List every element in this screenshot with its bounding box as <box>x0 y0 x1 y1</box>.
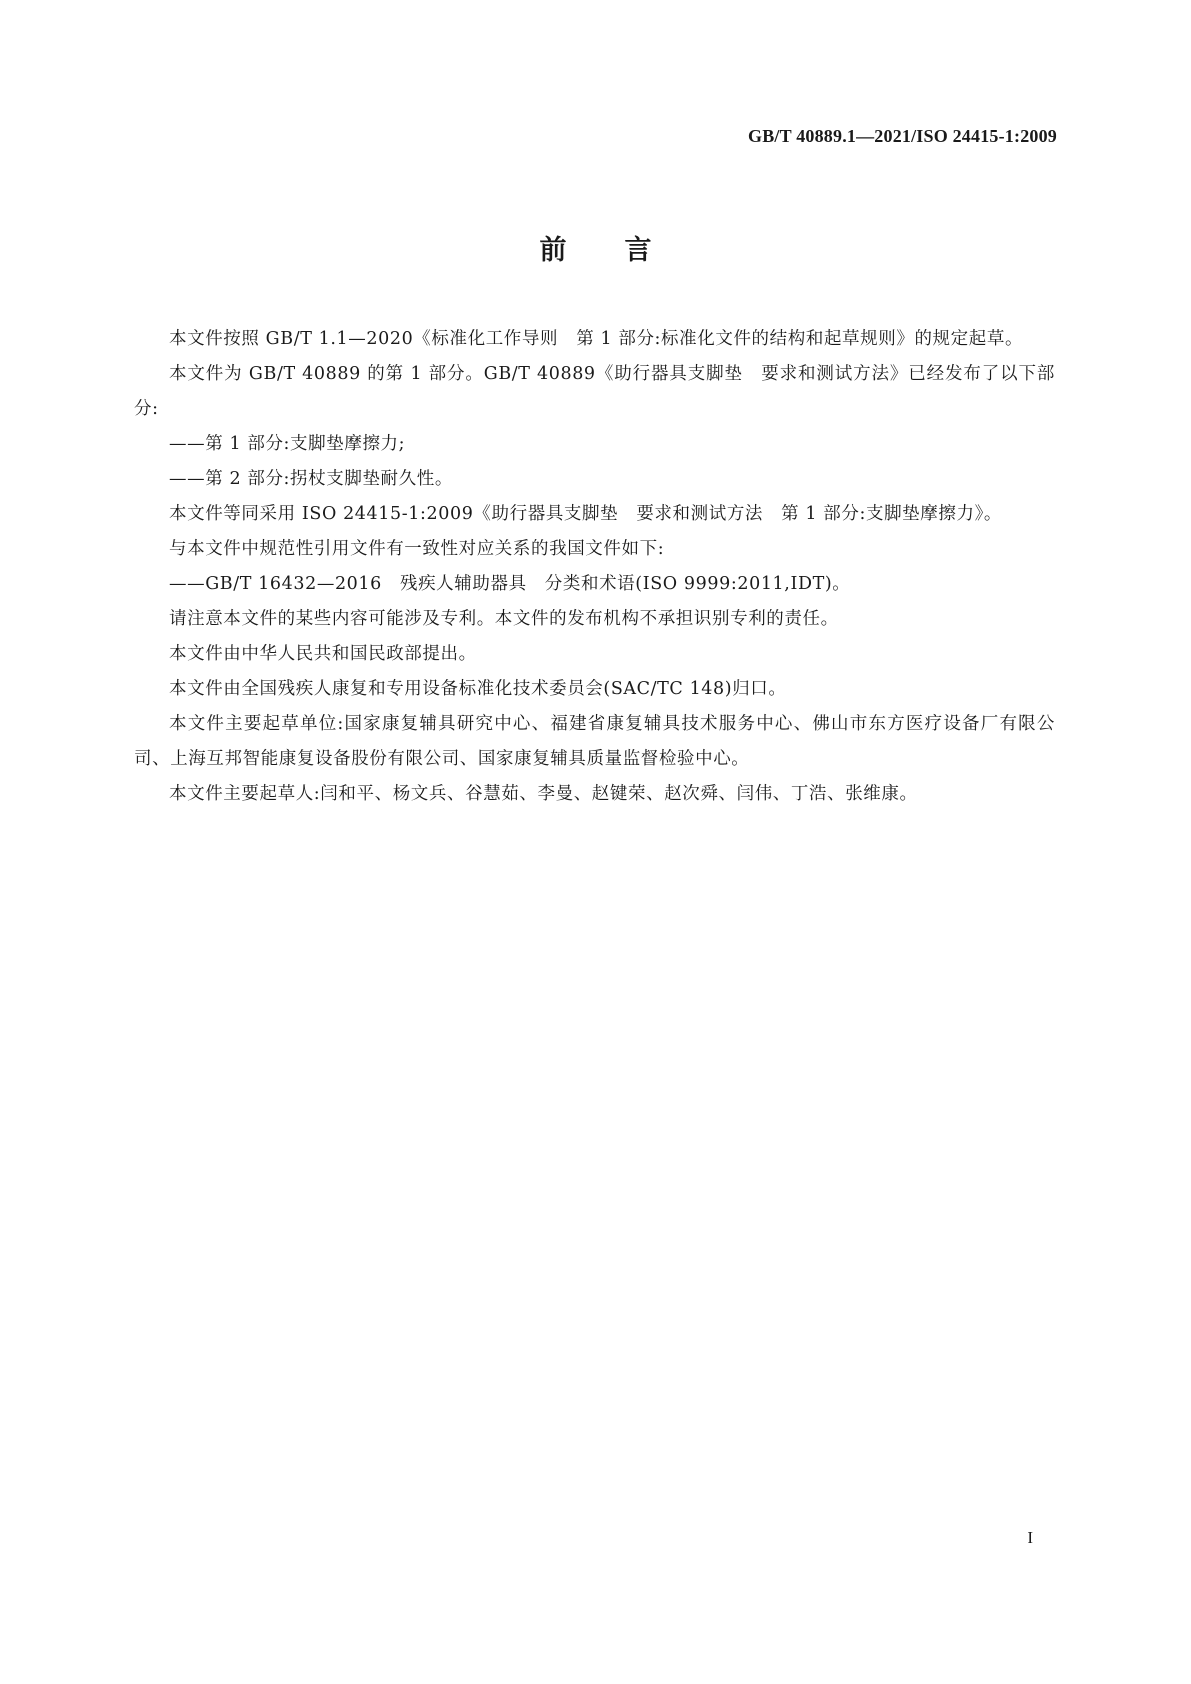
paragraph-drafters: 本文件主要起草人:闫和平、杨文兵、谷慧茹、李曼、赵键荣、赵次舜、闫伟、丁浩、张维康。 <box>169 784 918 804</box>
paragraph-drafting-rules: 本文件按照 GB/T 1.1—2020《标准化工作导则 第 1 部分:标准化文件的结构和起草规则》的规定起草。 <box>169 329 1024 349</box>
document-body <box>134 322 1055 812</box>
paragraph-patent-notice: 请注意本文件的某些内容可能涉及专利。本文件的发布机构不承担识别专利的责任。 <box>169 609 839 629</box>
paragraph-committee: 本文件由全国残疾人康复和专用设备标准化技术委员会(SAC/TC 148)归口。 <box>169 679 787 699</box>
page-title: 前言 <box>539 235 710 266</box>
page-number: I <box>1027 1528 1033 1547</box>
paragraph-references-intro: 与本文件中规范性引用文件有一致性对应关系的我国文件如下: <box>169 539 665 559</box>
paragraph-iso-adoption: 本文件等同采用 ISO 24415-1:2009《助行器具支脚垫 要求和测试方法 第 1 部分:支脚垫摩擦力》。 <box>169 504 1003 524</box>
list-item-part-1: ——第 1 部分:支脚垫摩擦力; <box>169 434 406 454</box>
paragraph-proposer: 本文件由中华人民共和国民政部提出。 <box>169 644 477 664</box>
paragraph-drafting-units: 本文件主要起草单位:国家康复辅具研究中心、福建省康复辅具技术服务中心、佛山市东方医疗设备厂有限公司、上海互邦智能康复设备股份有限公司、国家康复辅具质量监督检验中心。 <box>134 714 1055 769</box>
list-item-reference: ——GB/T 16432—2016 残疾人辅助器具 分类和术语(ISO 9999:2011,IDT)。 <box>169 574 851 594</box>
list-item-part-2: ——第 2 部分:拐杖支脚垫耐久性。 <box>169 469 453 489</box>
document-code: GB/T 40889.1—2021/ISO 24415-1:2009 <box>748 126 1057 146</box>
paragraph-part-overview: 本文件为 GB/T 40889 的第 1 部分。GB/T 40889《助行器具支脚垫 要求和测试方法》已经发布了以下部分: <box>134 364 1055 419</box>
